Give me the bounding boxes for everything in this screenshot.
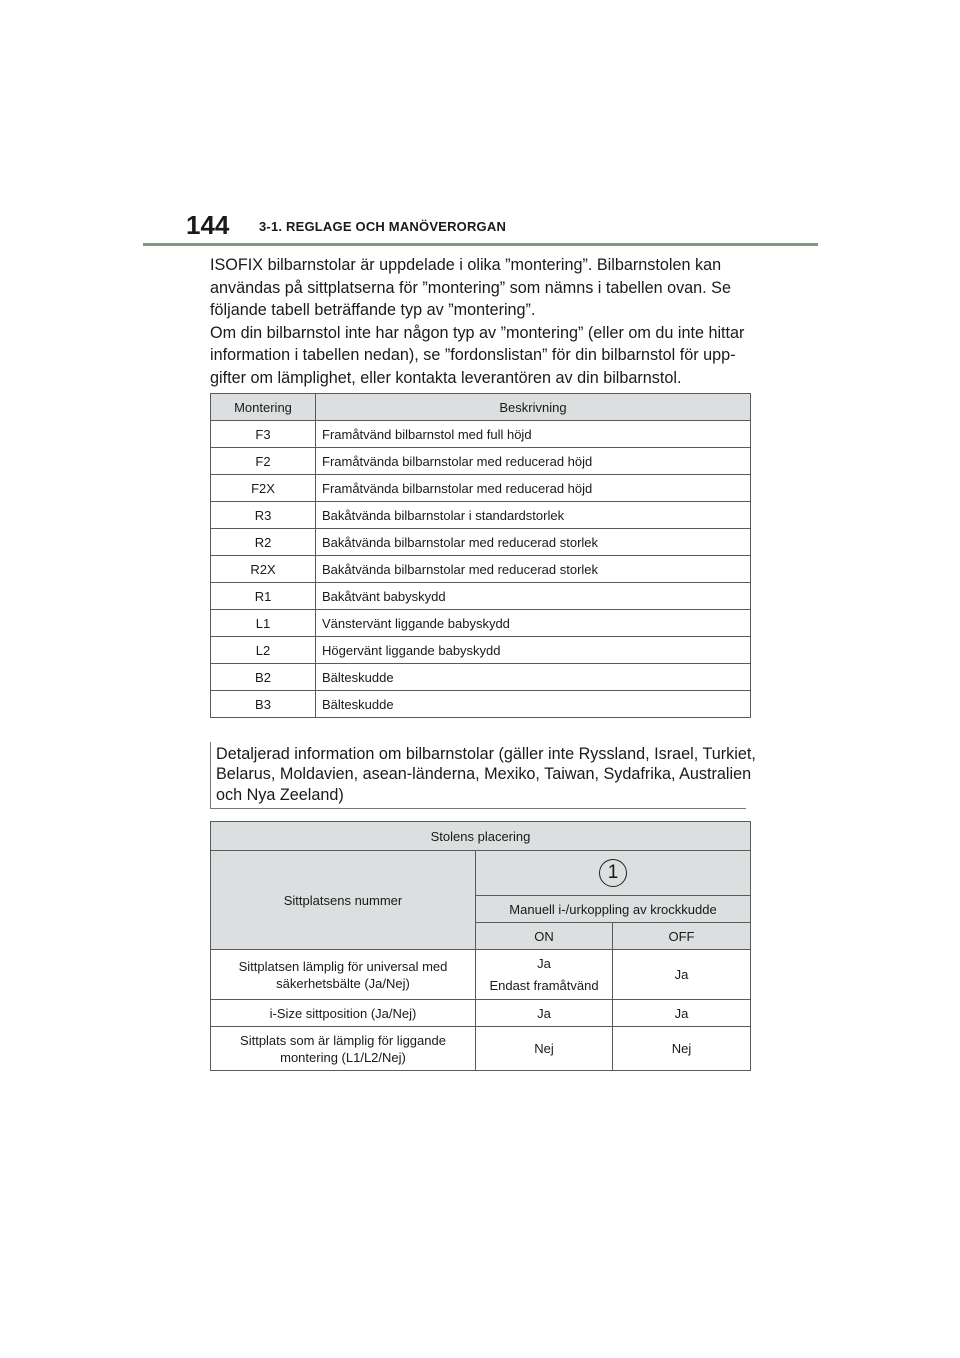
on-header: ON	[476, 923, 613, 950]
mounting-description: Vänstervänt liggande babyskydd	[316, 610, 751, 637]
mounting-description: Framåtvända bilbarnstolar med reducerad höjd	[316, 448, 751, 475]
row-label: Sittplats som är lämplig för liggande montering (L1/L2/Nej)	[211, 1027, 476, 1071]
seat-number-1-icon: 1	[599, 859, 627, 887]
off-value: Ja	[613, 1000, 751, 1027]
mounting-description: Bakåtvända bilbarnstolar med reducerad storlek	[316, 556, 751, 583]
table-row	[211, 529, 751, 556]
on-value: Ja	[476, 1000, 613, 1027]
table-row	[211, 691, 751, 718]
mounting-table-header	[211, 394, 751, 421]
table-row	[211, 822, 751, 851]
mounting-table	[210, 393, 751, 718]
mounting-code: R2X	[211, 556, 316, 583]
header-divider	[143, 243, 818, 246]
mounting-description: Bakåtvända bilbarnstolar med reducerad storlek	[316, 529, 751, 556]
mounting-code: R2	[211, 529, 316, 556]
table-row	[211, 950, 751, 1000]
table-row	[211, 610, 751, 637]
mounting-code: R1	[211, 583, 316, 610]
mounting-code: F2	[211, 448, 316, 475]
mounting-code: L1	[211, 610, 316, 637]
mounting-description: Framåtvända bilbarnstolar med reducerad höjd	[316, 475, 751, 502]
seat-position-table	[210, 821, 751, 1071]
table-row	[211, 448, 751, 475]
table-row	[211, 502, 751, 529]
mounting-description: Bakåtvänt babyskydd	[316, 583, 751, 610]
intro-paragraph-1: ISOFIX bilbarnstolar är uppdelade i olika ”montering”. Bilbarnstolen kan användas på sittplatserna för ”montering” som nämns i tabellen ovan. Se följande tabell beträffande typ av ”montering”.	[210, 256, 731, 320]
table-row	[211, 583, 751, 610]
mounting-description: Bälteskudde	[316, 664, 751, 691]
off-header: OFF	[613, 923, 751, 950]
intro-paragraph-2: Om din bilbarnstol inte har någon typ av ”montering” (eller om du inte hittar information i tabellen nedan), se ”fordonslistan” för din bilbarnstol för upp-gifter om lämplighet, eller kontakta leverantören av din bilbarnstol.	[210, 323, 745, 387]
mounting-code: F3	[211, 421, 316, 448]
mounting-code: R3	[211, 502, 316, 529]
description-header: Beskrivning	[316, 394, 751, 421]
detail-heading: Detaljerad information om bilbarnstolar (gäller inte Ryssland, Israel, Turkiet, Belarus, Moldavien, asean-länderna, Mexiko, Taiwan, Sydafrika, Australien och Nya Zeeland)	[216, 745, 756, 804]
mounting-code: L2	[211, 637, 316, 664]
page-number: 144	[186, 210, 230, 240]
mounting-description: Bakåtvända bilbarnstolar i standardstorlek	[316, 502, 751, 529]
row-label: Sittplatsen lämplig för universal med säkerhetsbälte (Ja/Nej)	[211, 950, 476, 1000]
table-row	[211, 637, 751, 664]
table-row	[211, 421, 751, 448]
on-value-text: Ja	[537, 956, 551, 971]
seat-number-cell	[476, 851, 751, 896]
seat-table-title: Stolens placering	[211, 822, 751, 851]
seat-number-label: Sittplatsens nummer	[211, 851, 476, 950]
intro-text	[210, 254, 770, 390]
on-value-note: Endast framåtvänd	[489, 978, 599, 993]
table-row	[211, 664, 751, 691]
table-row	[211, 556, 751, 583]
mounting-description: Högervänt liggande babyskydd	[316, 637, 751, 664]
mounting-header: Montering	[211, 394, 316, 421]
on-value: Nej	[476, 1027, 613, 1071]
table-row	[211, 1000, 751, 1027]
table-row	[211, 851, 751, 896]
section-title: 3-1. REGLAGE OCH MANÖVERORGAN	[259, 219, 507, 234]
mounting-description: Bälteskudde	[316, 691, 751, 718]
row-label: i-Size sittposition (Ja/Nej)	[211, 1000, 476, 1027]
mounting-code: B3	[211, 691, 316, 718]
off-value: Ja	[613, 950, 751, 1000]
off-value: Nej	[613, 1027, 751, 1071]
table-row	[211, 475, 751, 502]
airbag-switch-label: Manuell i-/urkoppling av krockkudde	[476, 896, 751, 923]
on-value	[476, 950, 613, 1000]
mounting-code: B2	[211, 664, 316, 691]
mounting-code: F2X	[211, 475, 316, 502]
mounting-description: Framåtvänd bilbarnstol med full höjd	[316, 421, 751, 448]
table-row	[211, 1027, 751, 1071]
